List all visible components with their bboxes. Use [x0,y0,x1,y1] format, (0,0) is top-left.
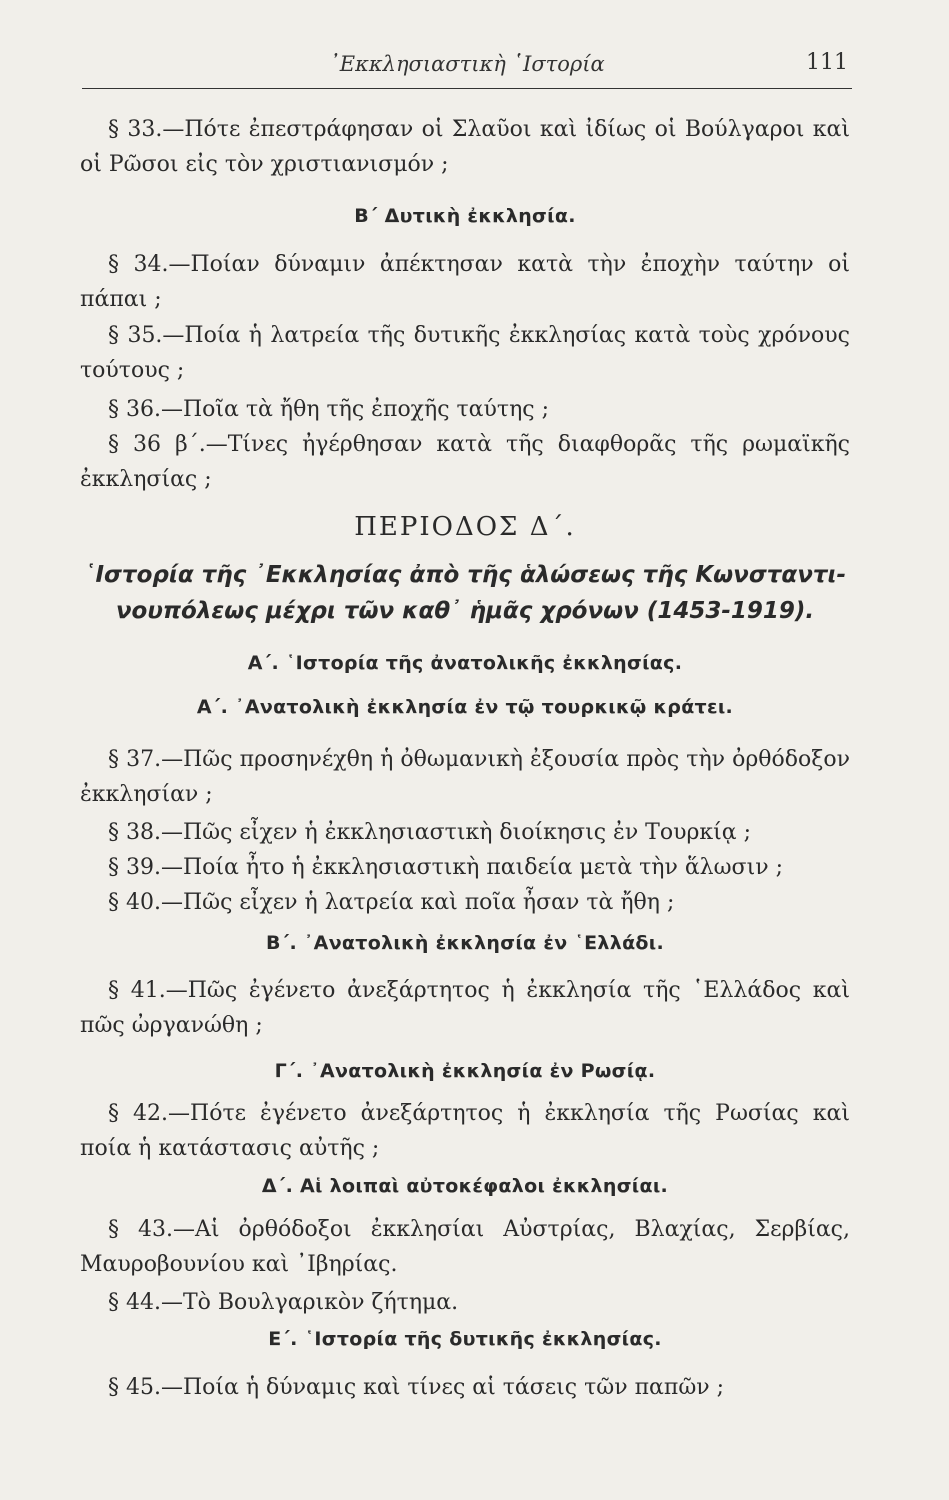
question-40: § 40.—Πῶς εἶχεν ἡ λατρεία καὶ ποῖα ἦσαν τὰ ἤθη ; [108,890,675,915]
question-39: § 39.—Ποία ἦτο ἡ ἐκκλησιαστικὴ παιδεία μετὰ τὴν ἅλωσιν ; [108,855,783,880]
period-subtitle-line-2: νουπόλεως μέχρι τῶν καθ᾽ ἡμᾶς χρόνων (1453-1919). [115,598,815,624]
question-43: § 43.—Αἱ ὀρθόδοξοι ἐκκλησίαι Αὐστρίας, Βλαχίας, Σερβίας, Μαυροβουνίου καὶ ᾽Ιβηρίας. [80,1217,850,1277]
section-heading-western-church: Β΄ Δυτικὴ ἐκκλησία. [354,205,576,227]
question-37: § 37.—Πῶς προσηνέχθη ἡ ὀθωμανικὴ ἐξουσία πρὸς τὴν ὀρθόδοξον ἐκκλησίαν ; [80,747,850,807]
question-44: § 44.—Τὸ Βουλγαρικὸν ζήτημα. [108,1290,459,1315]
section-heading-western-church-history: Ε΄. ῾Ιστορία τῆς δυτικῆς ἐκκλησίας. [268,1328,662,1350]
page-header [82,48,852,89]
question-36: § 36.—Ποῖα τὰ ἤθη τῆς ἐποχῆς ταύτης ; [108,397,549,422]
question-41: § 41.—Πῶς ἐγένετο ἀνεξάρτητος ἡ ἐκκλησία τῆς ῾Ελλάδος καὶ πῶς ὠργανώθη ; [80,978,850,1038]
period-subtitle-line-1: ῾Ιστορία τῆς ᾽Εκκλησίας ἀπὸ τῆς ἁλώσεως τῆς Κωνσταντι- [83,562,847,588]
section-heading-turkish-state: Α΄. ᾽Ανατολικὴ ἐκκλησία ἐν τῷ τουρκικῷ κράτει. [196,696,734,718]
section-heading-greece: Β΄. ᾽Ανατολικὴ ἐκκλησία ἐν ῾Ελλάδι. [265,932,665,954]
page-number: 111 [806,50,848,75]
question-38: § 38.—Πῶς εἶχεν ἡ ἐκκλησιαστικὴ διοίκησις ἐν Τουρκίᾳ ; [108,820,752,845]
question-34: § 34.—Ποίαν δύναμιν ἀπέκτησαν κατὰ τὴν ἐποχὴν ταύτην οἱ πάπαι ; [80,252,850,312]
question-42: § 42.—Πότε ἐγένετο ἀνεξάρτητος ἡ ἐκκλησία τῆς Ρωσίας καὶ ποία ἡ κατάστασις αὐτῆς ; [80,1101,850,1161]
period-heading: ΠΕΡΙΟΔΟΣ Δ΄. [354,512,576,542]
question-45: § 45.—Ποία ἡ δύναμις καὶ τίνες αἱ τάσεις τῶν παπῶν ; [108,1375,725,1400]
running-title: ᾽Εκκλησιαστικὴ ῾Ιστορία [329,52,605,76]
question-35: § 35.—Ποία ἡ λατρεία τῆς δυτικῆς ἐκκλησίας κατὰ τοὺς χρόνους τούτους ; [80,323,850,383]
question-36b: § 36 β΄.—Τίνες ἠγέρθησαν κατὰ τῆς διαφθορᾶς τῆς ρωμαϊκῆς ἐκκλησίας ; [80,432,850,492]
section-heading-eastern-church-history: Α΄. ῾Ιστορία τῆς ἀνατολικῆς ἐκκλησίας. [247,652,683,674]
section-heading-russia: Γ΄. ᾽Ανατολικὴ ἐκκλησία ἐν Ρωσίᾳ. [274,1060,656,1082]
question-33: § 33.—Πότε ἐπεστράφησαν οἱ Σλαῦοι καὶ ἰδίως οἱ Βούλγαροι καὶ οἱ Ρῶσοι εἰς τὸν χριστιανισμόν ; [80,117,850,177]
section-heading-autocephalous: Δ΄. Αἱ λοιπαὶ αὐτοκέφαλοι ἐκκλησίαι. [261,1175,669,1197]
